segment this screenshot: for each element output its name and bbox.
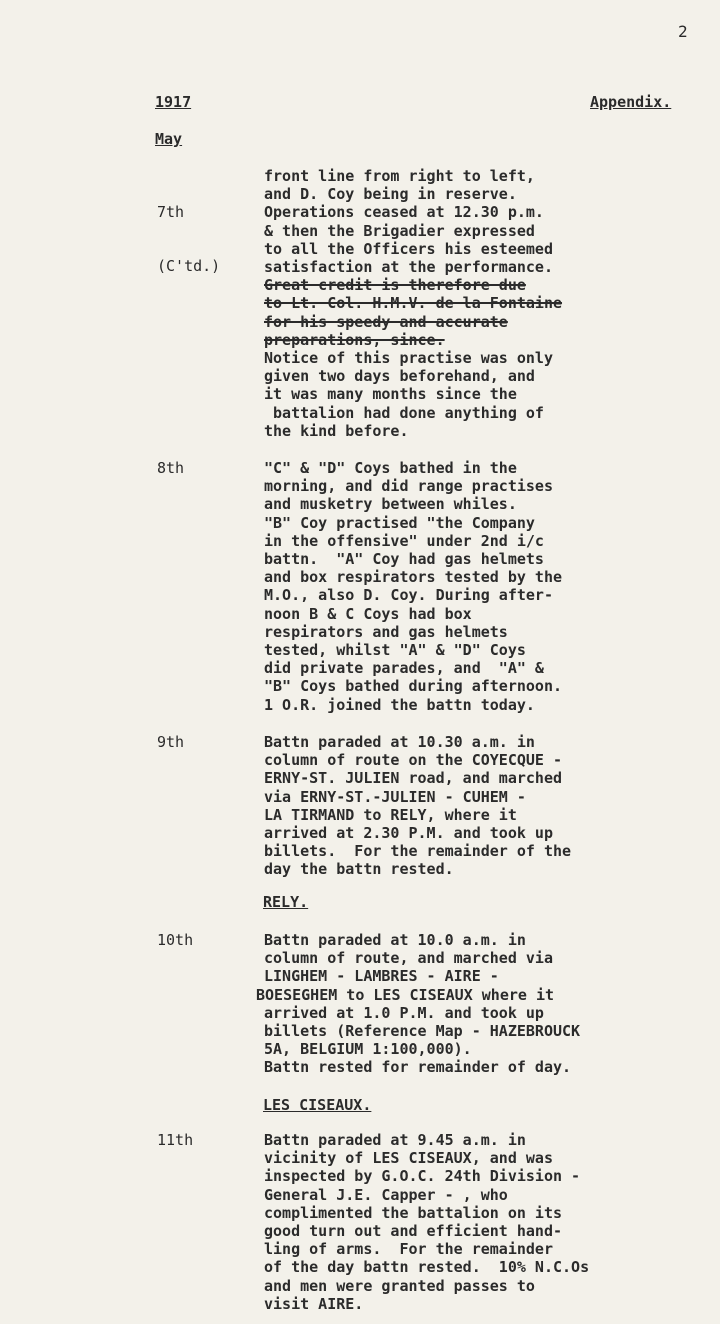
entry-line: arrived at 1.0 P.M. and took up xyxy=(264,1003,544,1022)
entry-date-10th: 10th xyxy=(157,931,194,949)
entry-line: Battn rested for remainder of day. xyxy=(264,1058,572,1077)
entry-date-8th: 8th xyxy=(157,459,185,477)
entry-line: in the offensive" under 2nd i/c xyxy=(264,531,544,550)
entry-11th xyxy=(264,1131,704,1313)
entry-line: good turn out and efficient hand- xyxy=(264,1222,563,1241)
entry-line: column of route, and marched via xyxy=(264,949,553,968)
entry-line: 1 O.R. joined the battn today. xyxy=(264,695,535,714)
page-number: 2 xyxy=(678,22,688,41)
entry-7th xyxy=(264,167,704,440)
date-label: 7th xyxy=(157,203,185,221)
entry-line: given two days beforehand, and xyxy=(264,367,535,386)
entry-10th xyxy=(256,931,704,1077)
entry-line: LA TIRMAND to RELY, where it xyxy=(264,805,517,824)
entry-line: and box respirators tested by the xyxy=(264,568,563,587)
entry-line: and men were granted passes to xyxy=(264,1276,535,1295)
struck-line: to Lt. Col. H.M.V. de la Fontaine xyxy=(264,294,563,313)
struck-line: preparations, since. xyxy=(264,330,445,349)
entry-line: it was many months since the xyxy=(264,385,517,404)
entry-line: Operations ceased at 12.30 p.m. xyxy=(264,203,544,222)
entry-line: day the battn rested. xyxy=(264,860,454,879)
entry-line: did private parades, and "A" & xyxy=(264,659,544,678)
entry-line: column of route on the COYECQUE - xyxy=(264,751,563,770)
struck-line: Great credit is therefore due xyxy=(264,276,526,295)
entry-line: M.O., also D. Coy. During after- xyxy=(264,586,553,605)
entry-line: to all the Officers his esteemed xyxy=(264,239,553,258)
entry-9th xyxy=(264,733,704,879)
entry-line: visit AIRE. xyxy=(264,1294,364,1313)
entry-line: complimented the battalion on its xyxy=(264,1203,563,1222)
date-suffix: (C'td.) xyxy=(157,257,221,275)
month-heading: May xyxy=(155,130,183,148)
entry-line: "B" Coys bathed during afternoon. xyxy=(264,677,563,696)
entry-line: & then the Brigadier expressed xyxy=(264,221,535,240)
entry-line: vicinity of LES CISEAUX, and was xyxy=(264,1149,553,1168)
entry-date-7th xyxy=(157,167,220,311)
entry-line: battn. "A" Coy had gas helmets xyxy=(264,550,544,569)
entry-line: 5A, BELGIUM 1:100,000). xyxy=(264,1040,472,1059)
entry-line: front line from right to left, xyxy=(264,167,535,185)
entry-line: respirators and gas helmets xyxy=(264,622,508,641)
entry-line: "C" & "D" Coys bathed in the xyxy=(264,459,517,477)
entry-line: Battn paraded at 9.45 a.m. in xyxy=(264,1131,526,1149)
entry-line: BOESEGHEM to LES CISEAUX where it xyxy=(256,985,555,1004)
entry-line: inspected by G.O.C. 24th Division - xyxy=(264,1167,581,1186)
appendix-heading: Appendix. xyxy=(590,93,672,111)
entry-line: noon B & C Coys had box xyxy=(264,604,472,623)
entry-line: satisfaction at the performance. xyxy=(264,258,553,277)
entry-line: ERNY-ST. JULIEN road, and marched xyxy=(264,769,563,788)
entry-line: and D. Coy being in reserve. xyxy=(264,185,517,204)
entry-line: tested, whilst "A" & "D" Coys xyxy=(264,641,526,660)
entry-line: "B" Coy practised "the Company xyxy=(264,513,535,532)
entry-line: billets. For the remainder of the xyxy=(264,842,572,861)
entry-8th xyxy=(264,459,704,714)
entry-date-9th: 9th xyxy=(157,733,185,751)
year-heading: 1917 xyxy=(155,93,192,111)
entry-line: morning, and did range practises xyxy=(264,477,553,496)
entry-line: General J.E. Capper - , who xyxy=(264,1185,508,1204)
entry-line: battalion had done anything of xyxy=(264,403,544,422)
entry-line: billets (Reference Map - HAZEBROUCK xyxy=(264,1022,581,1041)
entry-line: LINGHEM - LAMBRES - AIRE - xyxy=(264,967,499,986)
location-heading: RELY. xyxy=(263,893,309,911)
entry-line: via ERNY-ST.-JULIEN - CUHEM - xyxy=(264,787,526,806)
location-heading: LES CISEAUX. xyxy=(263,1096,372,1114)
entry-line: and musketry between whiles. xyxy=(264,495,517,514)
entry-line: Notice of this practise was only xyxy=(264,349,553,368)
struck-line: for his speedy and accurate xyxy=(264,312,508,331)
entry-line: of the day battn rested. 10% N.C.Os xyxy=(264,1258,590,1277)
entry-date-11th: 11th xyxy=(157,1131,194,1149)
entry-line: Battn paraded at 10.0 a.m. in xyxy=(264,931,526,949)
entry-line: arrived at 2.30 P.M. and took up xyxy=(264,824,553,843)
entry-line: ling of arms. For the remainder xyxy=(264,1240,553,1259)
entry-line: Battn paraded at 10.30 a.m. in xyxy=(264,733,535,751)
entry-line: the kind before. xyxy=(264,421,409,440)
